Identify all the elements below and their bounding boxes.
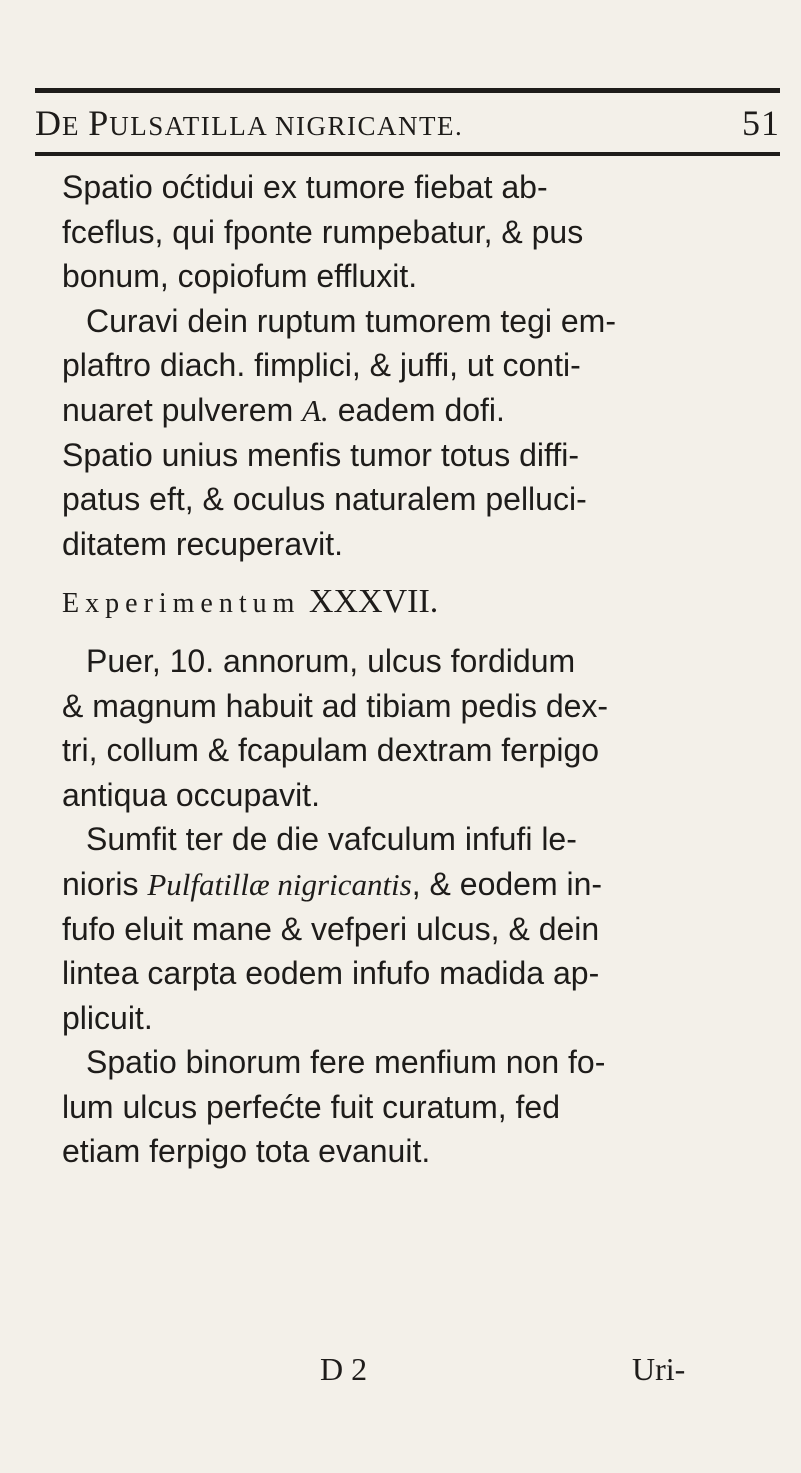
text-line (62, 862, 752, 907)
text-line: Curavi dein ruptum tumorem tegi em- (86, 302, 616, 339)
head-small-caps-e: E (62, 111, 89, 141)
running-head-title (35, 96, 463, 153)
text-line: etiam ferpigo tota evanuit. (62, 1133, 431, 1170)
text-line: Spatio unius menfis tumor totus diffi- (62, 436, 579, 473)
text-line: fceflus, qui fponte rumpebatur, & pus (62, 213, 584, 250)
italic-term: Pulfatillæ nigricantis (147, 866, 412, 902)
page-number: 51 (742, 103, 780, 143)
text-line: antiqua occupavit. (62, 776, 320, 813)
catchword: Uri- (632, 1351, 686, 1387)
text-line: plaftro diach. fimplici, & juffi, ut conti- (62, 347, 581, 384)
body-text (62, 165, 752, 1174)
text-line (62, 388, 752, 433)
head-initial-d: D (35, 103, 62, 143)
header-rule-top (35, 88, 780, 93)
text-line: lintea carpta eodem infufo madida ap- (62, 955, 600, 992)
text-line: Spatio binorum fere menfium non fo- (86, 1044, 606, 1081)
text-line: ditatem recuperavit. (62, 525, 344, 562)
section-heading (62, 580, 752, 625)
text-line: Sumfit ter de die vafculum infufi le- (86, 821, 577, 858)
text-line: bonum, copiofum effluxit. (62, 258, 418, 295)
text-line: Spatio oćtidui ex tumore fiebat ab- (62, 169, 548, 205)
text-line: lum ulcus perfećte fuit curatum, fed (62, 1088, 560, 1125)
text-line: tri, collum & fcapulam dextram ferpigo (62, 732, 600, 769)
text-line: Puer, 10. annorum, ulcus fordidum (86, 642, 576, 679)
text-run: eadem dofi. (337, 391, 505, 428)
text-run: , & eodem in- (411, 865, 603, 902)
italic-letter: A. (302, 392, 329, 428)
running-head (35, 96, 780, 150)
text-line: patus eft, & oculus naturalem pelluci- (62, 481, 587, 518)
heading-numeral: XXXVII. (308, 583, 439, 621)
signature-mark: D 2 (320, 1351, 368, 1387)
head-small-caps-rest: ULSATILLA NIGRICANTE. (109, 111, 464, 141)
text-run: nuaret pulverem (62, 391, 294, 428)
text-line: & magnum habuit ad tibiam pedis dex- (62, 687, 609, 724)
header-rule-bottom (35, 152, 780, 156)
text-line: fufo eluit mane & vefperi ulcus, & dein (62, 910, 600, 947)
text-line: plicuit. (62, 999, 153, 1036)
head-initial-p: P (88, 103, 110, 143)
text-run: nioris (62, 865, 139, 902)
heading-label: Experimentum (62, 588, 301, 620)
